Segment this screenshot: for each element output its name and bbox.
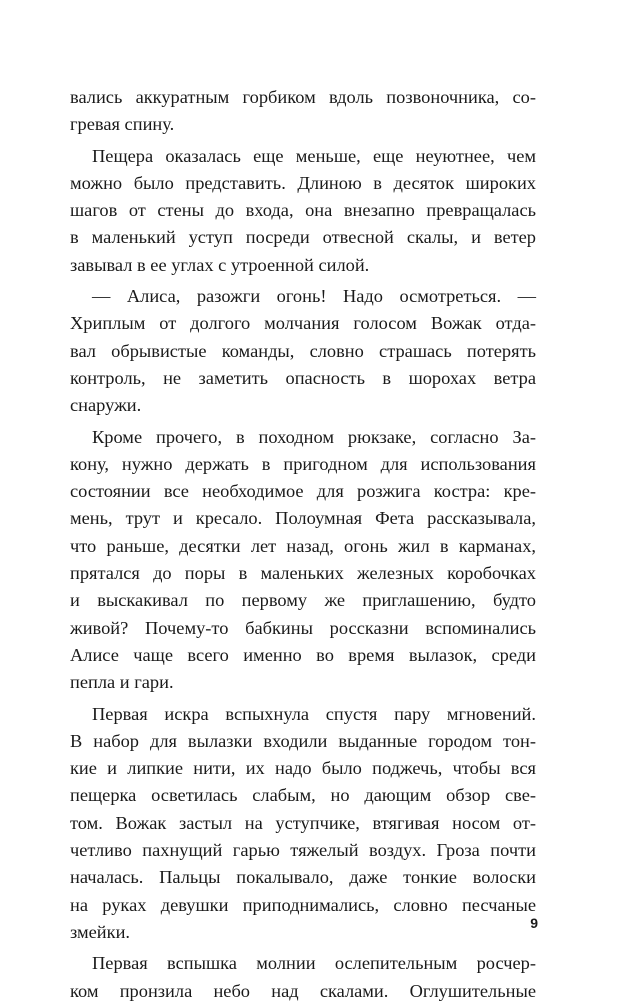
text-line: что раньше, десятки лет назад, огонь жил в карманах, [70, 535, 536, 556]
text-line: на руках девушки приподнимались, словно песчаные [70, 894, 536, 915]
text-line: Первая вспышка молнии ослепительным росчер- [92, 953, 536, 974]
text-line: Кроме прочего, в походном рюкзаке, согласно За- [92, 426, 536, 447]
text-line: началась. Пальцы покалывало, даже тонкие волоски [70, 867, 536, 888]
paragraph [70, 424, 536, 697]
text-line: завывал в ее углах с утроенной силой. [70, 254, 370, 275]
text-line: и выскакивал по первому же приглашению, будто [70, 590, 536, 611]
text-line: пепла и гари. [70, 672, 174, 693]
text-line: том. Вожак застыл на уступчике, втягивая носом от- [70, 812, 536, 833]
text-line: четливо пахнущий гарью тяжелый воздух. Гроза почти [70, 840, 536, 861]
paragraph [70, 701, 536, 947]
paragraph [70, 283, 536, 419]
text-line: Пещера оказалась еще меньше, еще неуютнее, чем [92, 145, 536, 166]
text-line: Первая искра вспыхнула спустя пару мгновений. [92, 703, 536, 724]
text-line: прятался до поры в маленьких железных коробочках [70, 563, 536, 584]
text-line: в маленький уступ посреди отвесной скалы, и ветер [70, 227, 536, 248]
text-line: вал обрывистые команды, словно страшась потерять [70, 340, 536, 361]
text-line: гревая спину. [70, 114, 175, 135]
text-line: змейки. [70, 921, 131, 942]
text-line: можно было представить. Длиною в десяток широких [70, 172, 536, 193]
paragraph [70, 143, 536, 279]
text-line: шагов от стены до входа, она внезапно превращалась [70, 200, 536, 221]
text-line: Хриплым от долгого молчания голосом Вожак отда- [70, 313, 536, 334]
text-line: снаружи. [70, 395, 142, 416]
paragraph [70, 950, 536, 1005]
text-line: вались аккуратным горбиком вдоль позвоночника, со- [70, 87, 536, 107]
text-line: состоянии все необходимое для розжига костра: кре- [70, 481, 536, 502]
text-line: кие и липкие нити, их надо было поджечь, чтобы вся [70, 758, 536, 779]
body-text [70, 84, 536, 1005]
text-line: кону, нужно держать в пригодном для использования [70, 453, 536, 474]
text-line: — Алиса, разожги огонь! Надо осмотреться. — [92, 286, 536, 307]
text-line: пещерка осветилась слабым, но дающим обзор све- [70, 785, 536, 806]
paragraph [70, 84, 536, 139]
page-number: 9 [530, 915, 538, 931]
text-line: контроль, не заметить опасность в шорохах ветра [70, 367, 536, 388]
text-line: Алисе чаще всего именно во время вылазок, среди [70, 644, 536, 665]
text-line: живой? Почему-то бабкины россказни вспоминались [70, 617, 536, 638]
text-line: ком пронзила небо над скалами. Оглушительные [70, 980, 536, 1001]
text-line: В набор для вылазки входили выданные городом тон- [70, 730, 536, 751]
text-line: мень, трут и кресало. Полоумная Фета рассказывала, [70, 508, 536, 529]
